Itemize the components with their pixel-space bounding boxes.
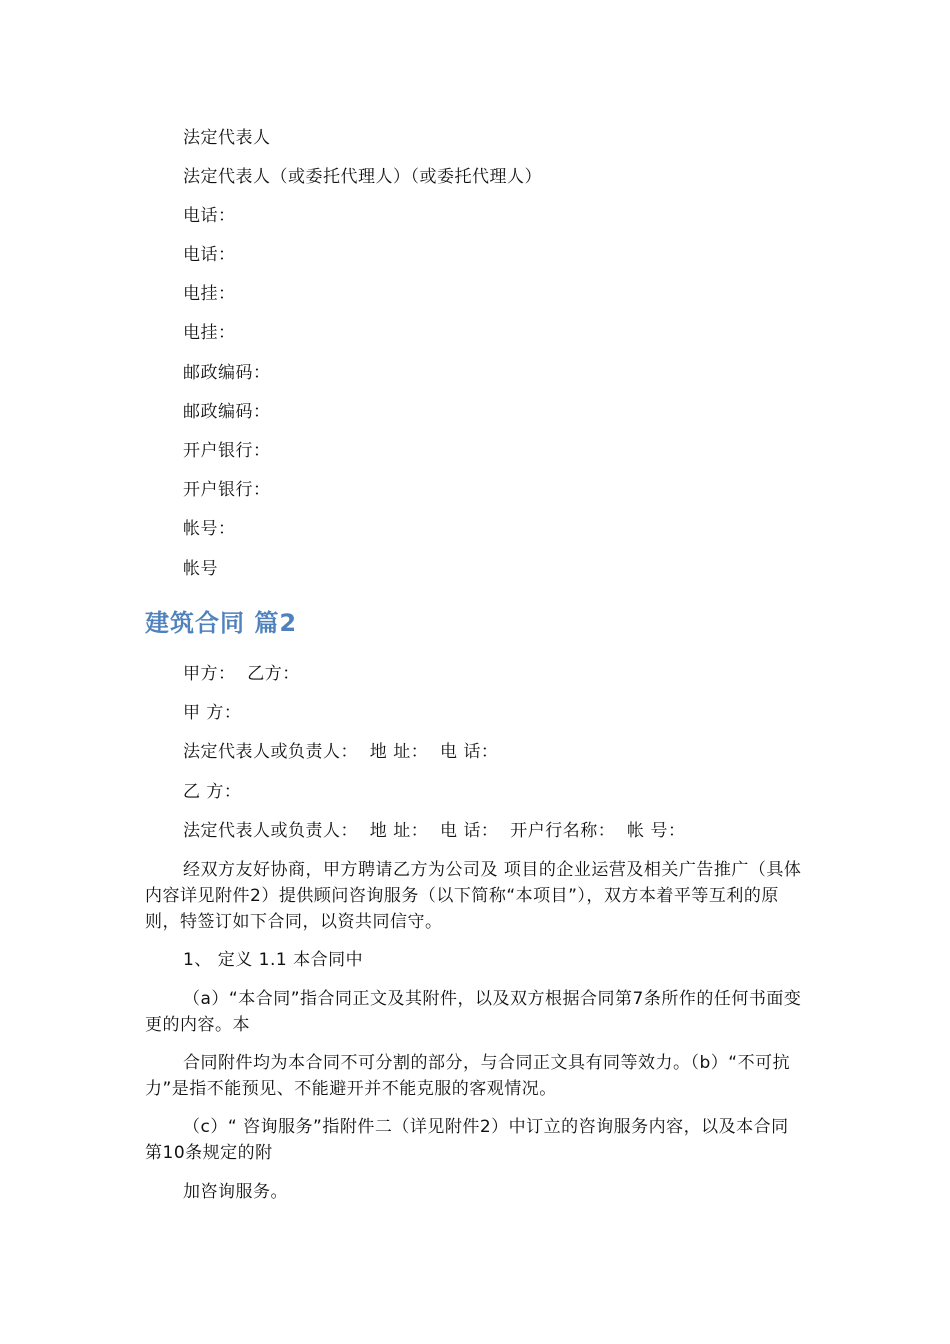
text-line: 法定代表人或负责人： 地 址： 电 话： 开户行名称： 帐 号： — [183, 821, 686, 841]
paragraph: 1、 定义 1.1 本合同中 — [183, 950, 364, 970]
text-line: 甲方： 乙方： — [183, 664, 300, 684]
text-line: 开户银行： — [183, 480, 271, 500]
text-line: 开户银行： — [183, 441, 271, 461]
text-line: 甲 方： — [183, 703, 242, 723]
paragraph: （a）“本合同”指合同正文及其附件，以及双方根据合同第7条所作的任何书面变更的内容。本 — [145, 989, 802, 1035]
text-line: 电挂： — [183, 323, 236, 343]
text-line: 乙 方： — [183, 782, 242, 802]
text-line: 邮政编码： — [183, 363, 271, 383]
text-line: 电话： — [183, 206, 236, 226]
paragraph: 加咨询服务。 — [183, 1182, 288, 1202]
text-line: 法定代表人或负责人： 地 址： 电 话： — [183, 742, 499, 762]
text-line: 帐号 — [183, 559, 218, 579]
paragraph: 经双方友好协商，甲方聘请乙方为公司及 项目的企业运营及相关广告推广（具体内容详见附件2）提供顾问咨询服务（以下简称“本项目”），双方本着平等互利的原则，特签订如下合同，以资共同信守。 — [145, 860, 802, 932]
section-heading: 建筑合同 篇2 — [145, 609, 298, 637]
text-line: 法定代表人 — [183, 128, 271, 148]
text-line: 电话： — [183, 245, 236, 265]
text-line: 电挂： — [183, 284, 236, 304]
paragraph: （c）“ 咨询服务”指附件二（详见附件2）中订立的咨询服务内容，以及本合同第10条规定的附 — [145, 1117, 789, 1163]
text-line: 帐号： — [183, 519, 236, 539]
text-line: 法定代表人（或委托代理人）（或委托代理人） — [183, 167, 542, 187]
text-line: 邮政编码： — [183, 402, 271, 422]
paragraph: 合同附件均为本合同不可分割的部分，与合同正文具有同等效力。（b）“不可抗力”是指不能预见、不能避开并不能克服的客观情况。 — [145, 1053, 791, 1099]
